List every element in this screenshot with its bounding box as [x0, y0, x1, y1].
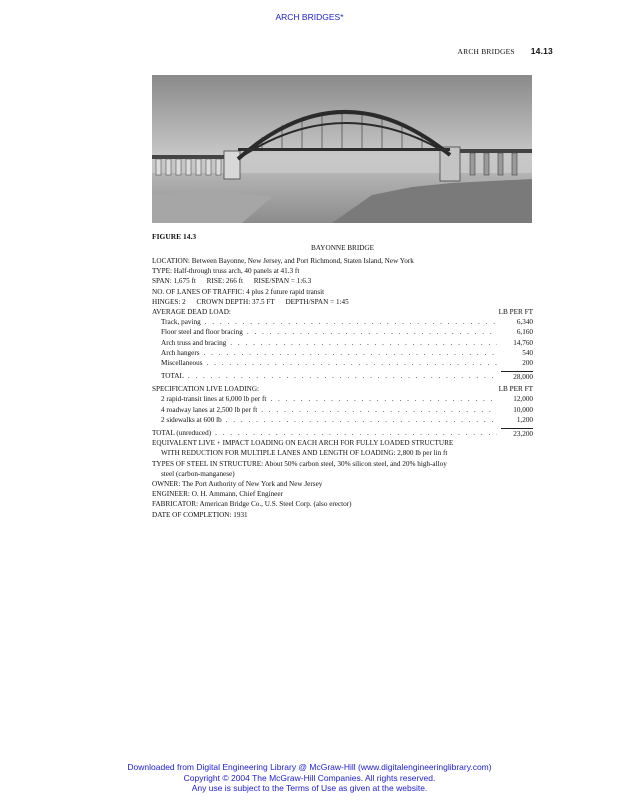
total-value: 28,000: [501, 371, 533, 381]
row-label: 4 roadway lanes at 2,500 lb per ft: [161, 405, 258, 414]
dead-load-row: [152, 327, 533, 337]
leader-dots: [230, 338, 497, 348]
row-label: 2 rapid-transit lines at 6,000 lb per ft: [161, 395, 267, 404]
row-value: 6,340: [516, 318, 533, 327]
total-value: 23,200: [501, 428, 533, 438]
live-load-unit: LB PER FT: [498, 385, 533, 394]
live-load-row: [152, 405, 533, 415]
completion-date-line: DATE OF COMPLETION: 1931: [152, 510, 248, 519]
row-value: 540: [522, 348, 533, 357]
leader-dots: [247, 327, 497, 337]
row-value: 1,200: [516, 415, 533, 424]
row-label: Track, paving: [161, 318, 201, 327]
hinges-line: HINGES: 2 CROWN DEPTH: 37.5 FT DEPTH/SPAN = 1:45: [152, 297, 349, 306]
footer-library-link[interactable]: Downloaded from Digital Engineering Library @ McGraw-Hill (www.digitalengineeringlibrary.com): [127, 762, 492, 772]
bridge-name: BAYONNE BRIDGE: [310, 244, 375, 252]
chapter-link[interactable]: ARCH BRIDGES*: [275, 12, 344, 22]
dead-load-row: [152, 358, 533, 368]
leader-dots: [270, 394, 497, 404]
row-label: Miscellaneous: [161, 358, 203, 367]
dead-load-unit: LB PER FT: [498, 307, 533, 316]
row-label: Floor steel and floor bracing: [161, 328, 243, 337]
footer-terms-link[interactable]: Any use is subject to the Terms of Use as given at the website.: [191, 783, 428, 793]
equivalent-loading-line: EQUIVALENT LIVE + IMPACT LOADING ON EACH ARCH FOR FULLY LOADED STRUCTURE: [152, 439, 454, 448]
dead-load-total-row: [152, 371, 533, 381]
live-load-row: [152, 394, 533, 404]
dead-load-header: [152, 307, 533, 317]
leader-dots: [261, 405, 497, 415]
engineer-line: ENGINEER: O. H. Ammann, Chief Engineer: [152, 490, 283, 499]
leader-dots: [215, 428, 497, 438]
steel-types-continued: steel (carbon-manganese): [161, 469, 235, 478]
download-footer: [0, 762, 619, 794]
dead-load-row: [152, 338, 533, 348]
dead-load-heading: AVERAGE DEAD LOAD:: [152, 307, 231, 316]
total-label: TOTAL: [161, 372, 184, 381]
dead-load-row: [152, 317, 533, 327]
figure-label: FIGURE 14.3: [152, 232, 197, 241]
live-load-row: [152, 415, 533, 425]
live-load-header: [152, 384, 533, 394]
running-head: [458, 46, 553, 56]
row-value: 12,000: [513, 395, 533, 404]
fabricator-line: FABRICATOR: American Bridge Co., U.S. Steel Corp. (also erector): [152, 500, 352, 509]
page-number: 14.13: [530, 46, 553, 56]
footer-copyright: Copyright © 2004 The McGraw-Hill Companies. All rights reserved.: [183, 772, 436, 783]
live-load-heading: SPECIFICATION LIVE LOADING:: [152, 385, 260, 394]
row-value: 6,160: [516, 328, 533, 337]
running-head-title: ARCH BRIDGES: [457, 47, 515, 56]
dead-load-row: [152, 348, 533, 358]
owner-line: OWNER: The Port Authority of New York and New Jersey: [152, 479, 323, 488]
leader-dots: [188, 371, 497, 381]
leader-dots: [207, 358, 497, 368]
row-value: 10,000: [513, 405, 533, 414]
leader-dots: [204, 348, 497, 358]
row-value: 14,760: [513, 338, 533, 347]
type-line: TYPE: Half-through truss arch, 40 panels at 41.3 ft: [152, 267, 300, 276]
row-label: 2 sidewalks at 600 lb: [161, 415, 222, 424]
leader-dots: [205, 317, 497, 327]
lanes-line: NO. OF LANES OF TRAFFIC: 4 plus 2 future rapid transit: [152, 287, 325, 296]
steel-types-line: TYPES OF STEEL IN STRUCTURE: About 50% carbon steel, 30% silicon steel, and 20% high-alloy: [152, 459, 447, 468]
row-label: Arch hangers: [161, 348, 200, 357]
bridge-photo: [152, 75, 532, 223]
row-label: Arch truss and bracing: [161, 338, 227, 347]
equivalent-loading-continued: WITH REDUCTION FOR MULTIPLE LANES AND LENGTH OF LOADING: 2,800 lb per lin ft: [161, 449, 448, 458]
row-value: 200: [522, 358, 533, 367]
bridge-data-sheet: [152, 256, 533, 520]
live-load-total-row: [152, 428, 533, 438]
span-line: SPAN: 1,675 ft RISE: 266 ft RISE/SPAN = 1:6.3: [152, 277, 312, 286]
location-line: LOCATION: Between Bayonne, New Jersey, and Port Richmond, Staten Island, New York: [152, 257, 414, 265]
leader-dots: [226, 415, 497, 425]
total-label: TOTAL (unreduced): [152, 429, 212, 437]
